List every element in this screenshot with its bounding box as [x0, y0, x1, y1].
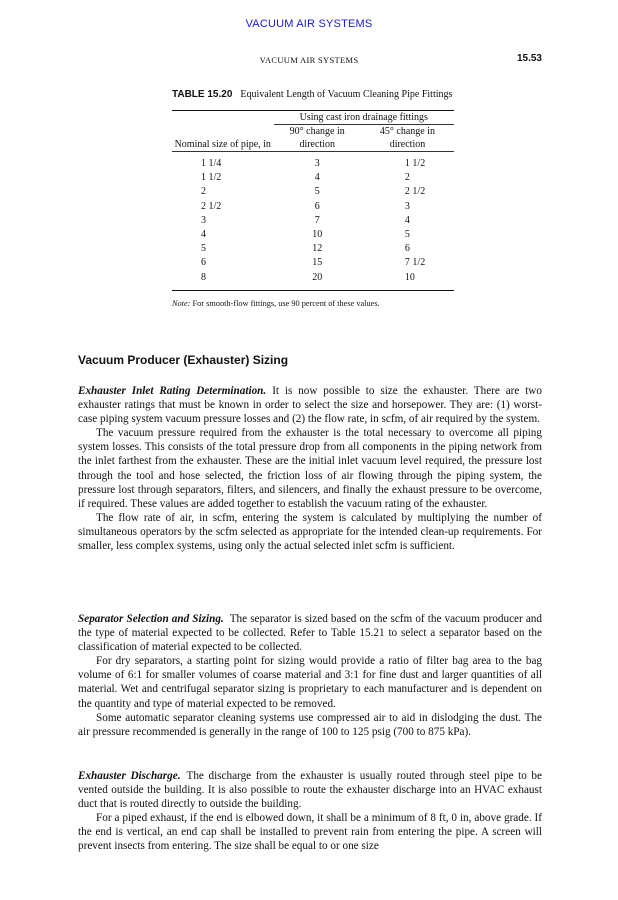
table-cell: 2: [404, 172, 410, 184]
table-cell: 5: [314, 186, 320, 198]
table-note-label: Note:: [172, 298, 191, 308]
table-cell: 5: [404, 229, 410, 241]
paragraph: [78, 384, 542, 426]
column-header-nominal-size: Nominal size of pipe, in: [174, 139, 271, 150]
section-heading: Vacuum Producer (Exhauster) Sizing: [78, 353, 289, 367]
table-cell: 12: [312, 243, 323, 255]
paragraph: For dry separators, a starting point for sizing would provide a ratio of filter bag area to the bag volume of 6:1 for smaller volumes of coarse material and 3:1 for fine dust and larger quantities of all material. Wet and centrifugal separator sizing is proprietary to each manufacturer and is dependent on the quantity and type of material expected to be removed.: [78, 655, 542, 710]
table-cell: 4: [404, 214, 410, 226]
table-cell: 7 1/2: [404, 257, 426, 269]
table-row: [172, 242, 454, 256]
table-row: [172, 256, 454, 270]
table-cell: 4: [314, 172, 320, 184]
table-cell: 2 1/2: [404, 186, 426, 198]
table-cell: 20: [312, 271, 323, 283]
table-spanner-row: [172, 111, 454, 125]
table-cell: 7: [314, 214, 320, 226]
table-row: [172, 185, 454, 199]
paragraph: [78, 769, 542, 811]
paragraph: For a piped exhaust, if the end is elbowed down, it shall be a minimum of 8 ft, 0 in, above grade. If the end is vertical, an end cap shall be installed to prevent rain from entering the pipe. A screen will prevent insects from entering. The size shall be equal to or one size: [78, 812, 542, 853]
table-note-text: For smooth-flow fittings, use 90 percent of these values.: [192, 298, 380, 308]
paragraph: The flow rate of air, in scfm, entering the system is calculated by multiplying the number of simultaneous operators by the scfm selected as appropriate for the intended clean-up requirements. For smaller, less complex systems, using only the actual selected inlet scfm is sufficient.: [78, 511, 542, 553]
table-title: Equivalent Length of Vacuum Cleaning Pipe Fittings: [240, 89, 453, 100]
section-exhauster-inlet-rating: [78, 384, 542, 553]
table-note: [172, 299, 454, 308]
table-row: [172, 271, 454, 290]
column-header-45-degree: 45° change in direction: [379, 126, 435, 150]
runin-heading: Exhauster Inlet Rating Determination.: [78, 385, 267, 397]
table-row: [172, 171, 454, 185]
table-cell: 6: [404, 243, 410, 255]
section-exhauster-discharge: [78, 769, 542, 854]
table-cell: 10: [404, 271, 415, 283]
table-cell: 15: [312, 257, 323, 269]
table-cell: 10: [312, 229, 323, 241]
running-head: VACUUM AIR SYSTEMS: [259, 55, 359, 65]
section-separator-selection: [78, 612, 542, 739]
table-bottom-rule: [172, 290, 454, 291]
document-banner: VACUUM AIR SYSTEMS: [245, 18, 373, 30]
table-row: [172, 200, 454, 214]
table-cell: 1 1/4: [201, 158, 222, 169]
paragraph: Some automatic separator cleaning systems use compressed air to aid in dislodging the dust. The air pressure recommended is generally in the range of 100 to 125 psig (700 to 875 kPa).: [78, 711, 542, 738]
table-15-20: [172, 88, 454, 308]
paragraph: The vacuum pressure required from the exhauster is the total necessary to overcome all piping system losses. This consists of the total pressure drop from all components in the piping network from the inlet farthest from the exhauster. These are the initial inlet vacuum level required, the pressure lost through the tool and hose selected, the friction loss of air flowing through the piping system, the pressure lost through separators, filters, and silencers, and finally the exhaust pressure to be overcome, if required. These values are added together to establish the vacuum rating of the exhauster.: [78, 427, 542, 510]
paragraph-text: The separator is sized based on the scfm of the vacuum producer and the type of material expected to be collected. Refer to Table 15.21 to select a separator based on the classification of material expected to be collected.: [78, 613, 542, 654]
table-row: [172, 214, 454, 228]
runin-heading: Separator Selection and Sizing.: [78, 613, 224, 625]
table-header-row: [172, 125, 454, 152]
paragraph-text: The discharge from the exhauster is usually routed through steel pipe to be vented outside the building. It is also possible to route the exhauster discharge into an HVAC exhaust duct that is routed directly to outside the building.: [78, 770, 542, 811]
table-cell: 4: [201, 229, 206, 241]
table-cell: 8: [201, 271, 206, 283]
page-number: 15.53: [516, 53, 542, 64]
fittings-table: [172, 111, 454, 290]
table-cell: 2: [201, 186, 206, 198]
table-cell: 6: [201, 257, 206, 269]
table-cell: 6: [314, 200, 320, 212]
table-cell: 3: [404, 200, 410, 212]
table-cell: 5: [201, 243, 206, 255]
paragraph-text: It is now possible to size the exhauster. There are two exhauster ratings that must be known in order to select the size and horsepower. They are: (1) worst-case piping system vacuum pressure losses and (2) the flow rate, in scfm, of air required by the system.: [78, 385, 542, 426]
column-header-90-degree: 90° change in direction: [289, 126, 345, 150]
table-cell: 3: [201, 214, 206, 226]
table-cell: 1 1/2: [404, 158, 426, 169]
table-caption: [172, 88, 454, 102]
table-spanner-heading: Using cast iron drainage fittings: [274, 111, 454, 125]
table-label: TABLE 15.20: [172, 89, 233, 100]
table-row: [172, 152, 454, 172]
table-cell: 2 1/2: [201, 200, 222, 212]
paragraph: [78, 612, 542, 654]
table-row: [172, 228, 454, 242]
runin-heading: Exhauster Discharge.: [78, 770, 181, 782]
table-cell: 1 1/2: [201, 172, 222, 184]
table-cell: 3: [314, 158, 320, 169]
